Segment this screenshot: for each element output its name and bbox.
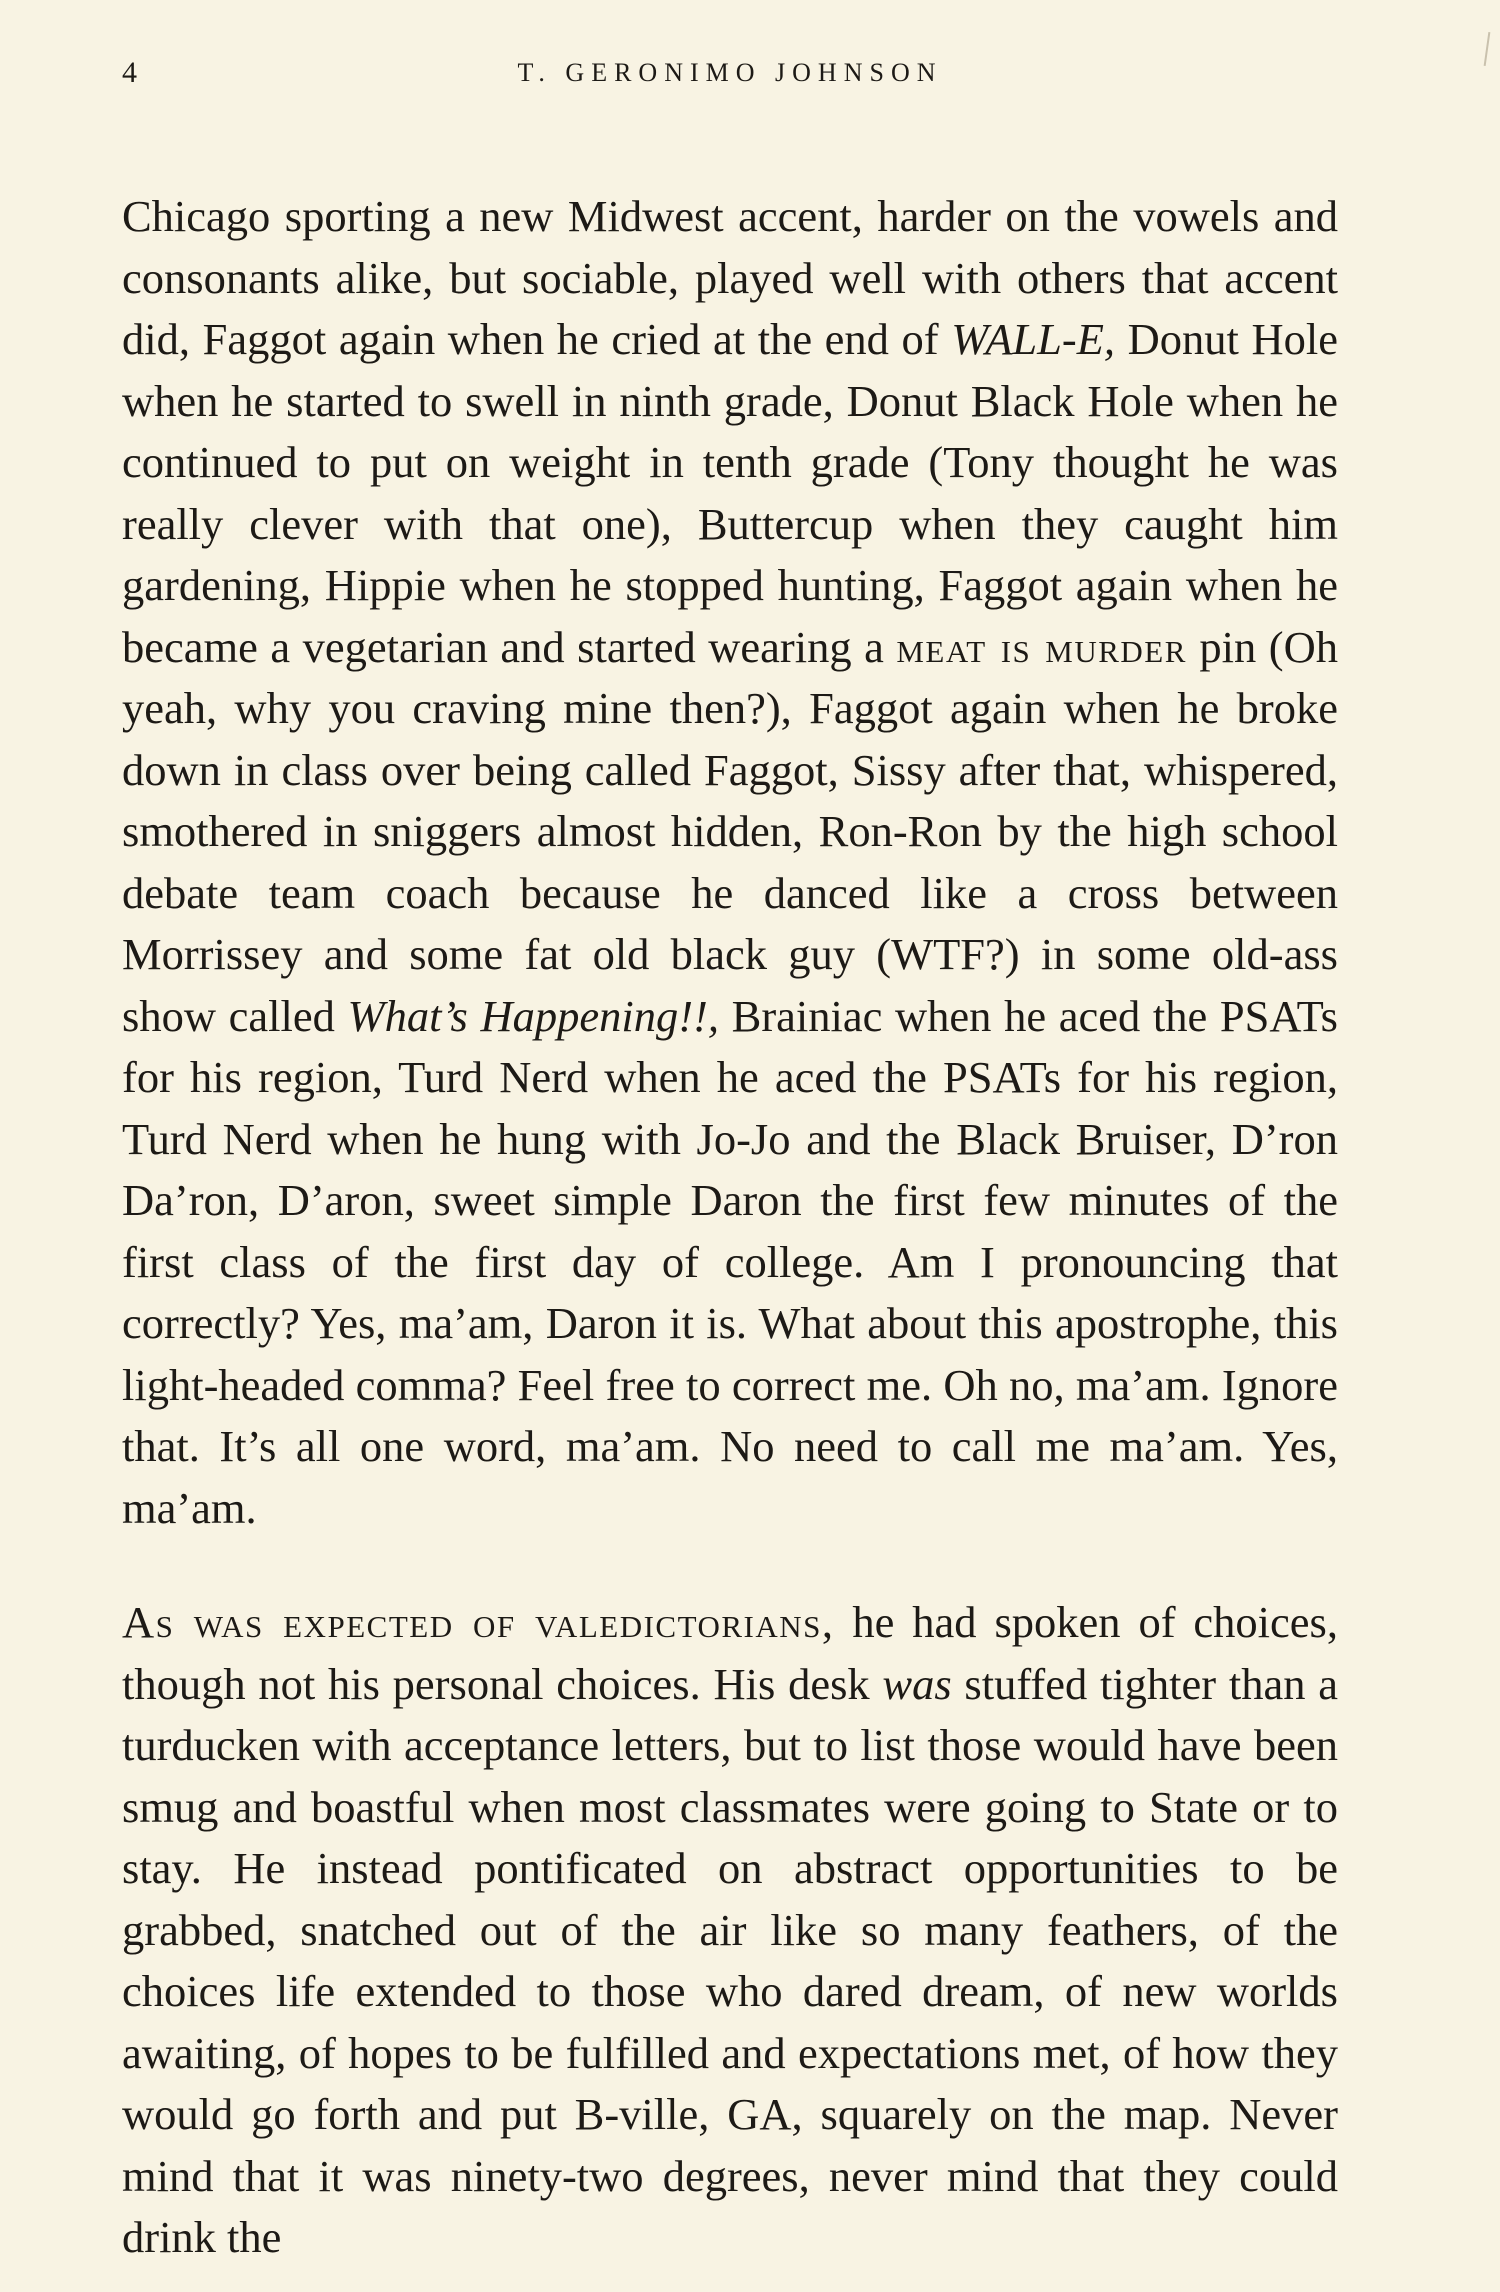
page-number: 4 (122, 56, 137, 89)
paragraph-2-lead-in: As was expected of valedictorians, (122, 1597, 835, 1647)
film-title-wall-e: WALL-E, (951, 314, 1116, 364)
emphasis-was: was (882, 1658, 952, 1709)
body-text (122, 186, 1338, 2269)
paragraph-1-text-d: Brainiac when he aced the PSATs for his region, Turd Nerd when he aced the PSATs for his region, Turd Nerd when he hung with Jo-Jo and the Black Bruiser, D’ron Da’ron, D’aron, sweet simple Daron the first few minutes of the first class of the first day of college. Am I pronouncing that correctly? Yes, ma’am, Daron it is. What about this apostrophe, this light-headed comma? Feel free to correct me. Oh no, ma’am. Ignore that. It’s all one word, ma’am. No need to call me ma’am. Yes, ma’am. (122, 990, 1338, 1533)
paragraph-1 (122, 186, 1338, 1539)
paragraph-1-text-c: pin (Oh yeah, why you craving mine then?), Faggot again when he broke down in class over being called Faggot, Sissy after that, whispered, smothered in sniggers almost hidden, Ron-Ron by the high school debate team coach because he danced like a cross between Morrissey and some fat old black guy (WTF?) in some old-ass show called (122, 621, 1338, 1041)
paragraph-2 (122, 1592, 1338, 2269)
running-head-author: T. GERONIMO JOHNSON (517, 58, 943, 87)
paragraph-2-text-b: stuffed tighter than a turducken with acceptance letters, but to list those would have been smug and boastful when most classmates were going to State or to stay. He instead pontificated on abstract opportunities to be grabbed, snatched out of the air like so many feathers, of the choices life extended to those who dared dream, of new worlds awaiting, of hopes to be fulfilled and expectations met, of how they would go forth and put B-ville, GA, squarely on the map. Never mind that it was ninety-two degrees, never mind that they could drink the (122, 1658, 1338, 2262)
scan-mark (1484, 32, 1491, 66)
paragraph-1-text-b: Donut Hole when he started to swell in ninth grade, Donut Black Hole when he continued to put on weight in tenth grade (Tony thought he was really clever with that one), Buttercup when they caught him gardening, Hippie when he stopped hunting, Faggot again when he became a vegetarian and started wearing a (122, 314, 1338, 672)
running-head (122, 56, 1338, 96)
show-title-whats-happening: What’s Happening!!, (347, 990, 719, 1041)
paragraph-2-text-a: he had spoken of choices, though not his personal choices. His desk (122, 1597, 1338, 1709)
paragraph-1-text-a: Chicago sporting a new Midwest accent, harder on the vowels and consonants alike, but sociable, played well with others that accent did, Faggot again when he cried at the end of (122, 191, 1338, 364)
pin-slogan: meat is murder (896, 621, 1187, 672)
